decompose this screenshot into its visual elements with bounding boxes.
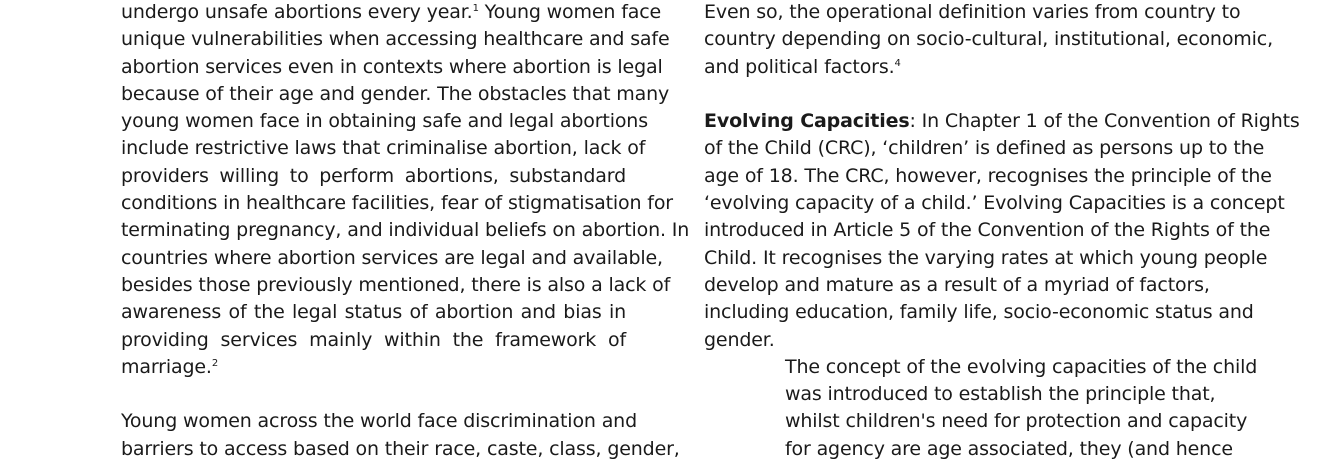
text-line: because of their age and gender. The obstacles that many — [121, 82, 670, 105]
text-line: develop and mature as a result of a myriad of factors, — [704, 273, 1210, 296]
text-line: age of 18. The CRC, however, recognises the principle of the — [704, 164, 1272, 187]
text-line — [121, 0, 662, 26]
text-line: conditions in healthcare facilities, fear of stigmatisation for — [121, 192, 673, 215]
footnote-ref-1: 1 — [472, 3, 479, 14]
paragraph-evolving-capacities — [704, 108, 1300, 354]
text-line — [704, 54, 1207, 81]
text-line: include restrictive laws that criminalise abortion, lack of — [121, 137, 646, 160]
text-line: barriers to access based on their race, caste, class, gender, — [121, 437, 680, 460]
text-line: unique vulnerabilities when accessing healthcare and safe — [121, 28, 670, 51]
text-line: providing services mainly within the framework of — [121, 328, 626, 351]
text-line: introduced in Article 5 of the Convention of the Rights of the — [704, 219, 1271, 242]
text-line: of the Child (CRC), ‘children’ is defined as persons up to the — [704, 137, 1265, 160]
text-line: Young women across the world face discrimination and — [121, 410, 637, 433]
text-line: was introduced to establish the principle that, — [785, 383, 1216, 406]
text-line: besides those previously mentioned, there is also a lack of — [121, 273, 671, 296]
text-line: Child. It recognises the varying rates at which young people — [704, 246, 1268, 269]
text-line: abortion services even in contexts where abortion is legal — [121, 55, 663, 78]
paragraph-discrimination — [121, 408, 680, 463]
text-line: terminating pregnancy, and individual beliefs on abortion. In — [121, 219, 690, 242]
text-segment: Young women face — [478, 1, 662, 23]
text-segment: : In Chapter 1 of the Convention of Rights — [909, 110, 1300, 133]
text-line: awareness of the legal status of abortion and bias in — [121, 301, 626, 324]
term-heading: Evolving Capacities — [704, 110, 910, 133]
text-segment: marriage. — [121, 355, 212, 378]
text-line: including education, family life, socio-economic status and — [704, 301, 1254, 324]
text-segment: undergo unsafe abortions every year. — [121, 1, 473, 23]
text-segment: and political factors. — [704, 55, 895, 78]
text-line: country depending on socio-cultural, institutional, economic, — [704, 28, 1273, 51]
text-line: Even so, the operational definition varies from country to — [704, 1, 1241, 23]
footnote-ref-4: 4 — [894, 57, 901, 69]
text-line: gender. — [704, 328, 775, 351]
text-line: for agency are age associated, they (and hence — [785, 437, 1233, 460]
block-quote — [785, 354, 1258, 463]
text-line: young women face in obtaining safe and legal abortions — [121, 110, 648, 133]
paragraph-unsafe-abortion — [121, 0, 690, 381]
paragraph-operational-definition — [704, 0, 1273, 81]
text-line: whilst children's need for protection and capacity — [785, 410, 1248, 433]
right-column — [704, 0, 1300, 463]
paragraph-gap — [704, 81, 1207, 108]
text-line: countries where abortion services are legal and available, — [121, 246, 663, 269]
text-line: ‘evolving capacity of a child.’ Evolving Capacities is a concept — [704, 192, 1285, 215]
text-line: The concept of the evolving capacities of the child — [785, 355, 1258, 378]
paragraph-gap — [121, 381, 626, 408]
text-line — [121, 354, 626, 381]
text-line — [704, 108, 1300, 135]
left-column — [121, 0, 690, 463]
text-line: providers willing to perform abortions, substandard — [121, 164, 626, 187]
footnote-ref-2: 2 — [211, 357, 219, 369]
